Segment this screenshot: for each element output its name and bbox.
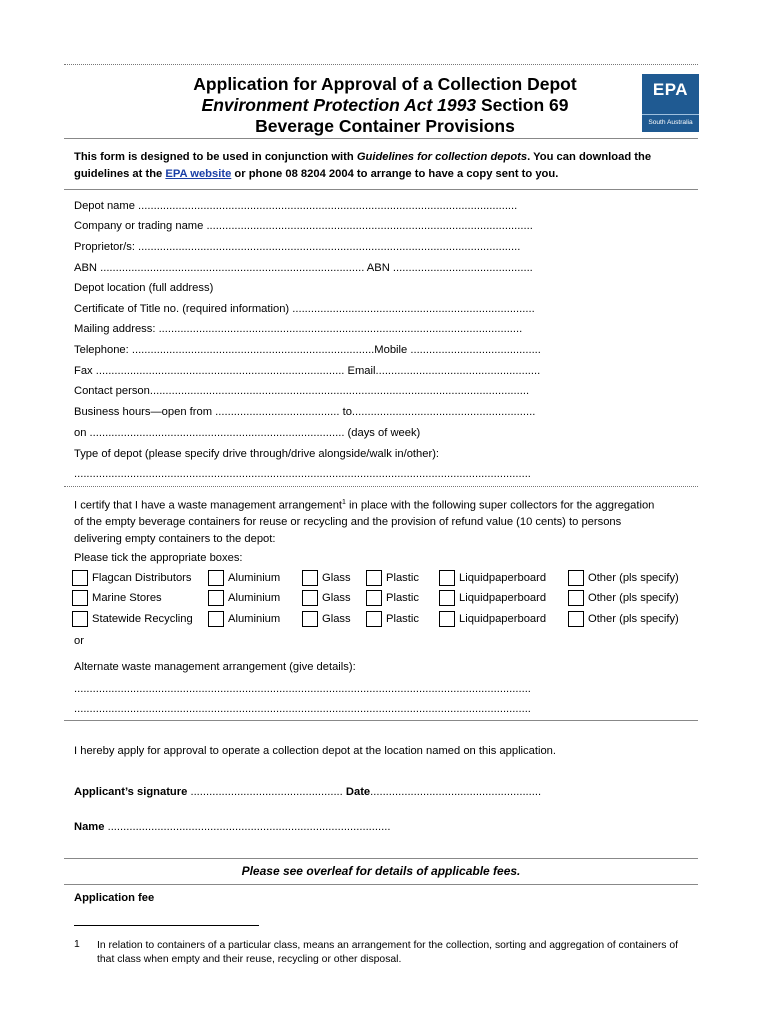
top-rule <box>64 64 698 65</box>
depot-location-label: Depot location (full address) <box>74 282 214 294</box>
overleaf-note: Please see overleaf for details of applicable fees. <box>241 864 521 878</box>
option-label: Aluminium <box>228 572 281 584</box>
title-line-3: Beverage Container Provisions <box>255 116 515 136</box>
checkbox[interactable] <box>208 590 224 606</box>
intro-part-1: This form is designed to be used in conjunction with <box>74 151 357 163</box>
section-rule <box>64 486 698 487</box>
collector-row <box>72 570 702 588</box>
telephone-field[interactable]: Telephone: ..............................................................................Mobile .......................................... <box>74 344 541 356</box>
checkbox[interactable] <box>208 570 224 586</box>
title-line-2 <box>160 95 610 116</box>
depot-name-field[interactable]: Depot name .......................................................................................................................... <box>74 200 518 212</box>
checkbox[interactable] <box>568 611 584 627</box>
contact-person-field[interactable]: Contact person.......................................................................................................................... <box>74 385 530 397</box>
checkbox[interactable] <box>302 590 318 606</box>
intro-rule <box>64 189 698 190</box>
certify-part-1: I certify that I have a waste management arrangement <box>74 499 343 512</box>
name-label: Name <box>74 821 105 833</box>
tick-prompt: Please tick the appropriate boxes: <box>74 552 243 564</box>
option-label: Liquidpaperboard <box>459 592 547 604</box>
option-label: Liquidpaperboard <box>459 613 547 625</box>
epa-website-link[interactable]: EPA website <box>165 168 232 180</box>
option-label: Other (pls specify) <box>588 613 679 625</box>
certify-text <box>74 495 664 547</box>
signature-label: Applicant’s signature <box>74 786 188 798</box>
checkbox[interactable] <box>72 590 88 606</box>
name-dots: ........................................................................................... <box>104 821 391 833</box>
signature-dots: ................................................. <box>187 786 346 798</box>
proprietor-field[interactable]: Proprietor/s: ........................................................................................................................... <box>74 241 521 253</box>
option-label: Plastic <box>386 592 419 604</box>
application-fee-label: Application fee <box>74 892 155 904</box>
alternate-rule <box>64 720 698 721</box>
epa-logo-subtext: South Australia <box>648 119 693 126</box>
checkbox[interactable] <box>72 570 88 586</box>
company-field[interactable]: Company or trading name ......................................................................................................... <box>74 220 533 232</box>
title-line-1: Application for Approval of a Collection Depot <box>193 74 577 94</box>
date-dots: ....................................................... <box>370 786 542 798</box>
footnote-ref: 1 <box>342 499 346 506</box>
type-depot-label: Type of depot (please specify drive through/drive alongside/walk in/other): <box>74 448 440 460</box>
abn-field[interactable]: ABN ..................................................................................... ABN ............................................. <box>74 262 533 274</box>
act-section: Section 69 <box>476 95 569 115</box>
title-rule <box>64 138 698 139</box>
checkbox[interactable] <box>366 570 382 586</box>
or-label: or <box>74 635 84 647</box>
signature-field[interactable] <box>74 785 586 799</box>
option-label: Aluminium <box>228 592 281 604</box>
checkbox[interactable] <box>366 611 382 627</box>
page-title <box>160 74 610 137</box>
option-label: Other (pls specify) <box>588 572 679 584</box>
alternate-label: Alternate waste management arrangement (give details): <box>74 661 356 673</box>
option-label: Other (pls specify) <box>588 592 679 604</box>
logo-divider <box>642 114 699 115</box>
checkbox[interactable] <box>439 570 455 586</box>
checkbox[interactable] <box>439 611 455 627</box>
collector-name: Flagcan Distributors <box>92 572 192 584</box>
checkbox[interactable] <box>366 590 382 606</box>
option-label: Plastic <box>386 572 419 584</box>
checkbox[interactable] <box>72 611 88 627</box>
footnote-mark: 1 <box>74 939 80 950</box>
fax-email-field[interactable]: Fax ................................................................................ Email..................................................... <box>74 365 541 377</box>
epa-logo <box>642 74 699 132</box>
intro-part-2: . You can download the guidelines at the <box>74 151 652 180</box>
checkbox[interactable] <box>302 570 318 586</box>
type-depot-field[interactable]: ................................................................................................................................................... <box>74 468 531 480</box>
checkbox[interactable] <box>208 611 224 627</box>
footnote-text: In relation to containers of a particular class, means an arrangement for the collection, sorting and aggregation of containers of that class when empty and their reuse, recycling or other disposal. <box>97 940 679 965</box>
checkbox[interactable] <box>302 611 318 627</box>
collector-row <box>72 611 702 629</box>
mailing-address-field[interactable]: Mailing address: ..................................................................................................................... <box>74 323 523 335</box>
act-name: Environment Protection Act 1993 <box>201 95 477 115</box>
option-label: Liquidpaperboard <box>459 572 547 584</box>
collector-row <box>72 590 702 608</box>
option-label: Glass <box>322 613 351 625</box>
epa-logo-text: EPA <box>652 80 689 99</box>
checkbox[interactable] <box>568 590 584 606</box>
overleaf-bottom-rule <box>64 884 698 885</box>
guidelines-title: Guidelines for collection depots <box>356 151 528 163</box>
intro-part-3: or phone 08 8204 2004 to arrange to have a copy sent to you. <box>231 168 559 180</box>
apply-statement: I hereby apply for approval to operate a collection depot at the location named on this application. <box>74 745 556 757</box>
date-label: Date <box>345 786 371 798</box>
overleaf-top-rule <box>64 858 698 859</box>
certificate-field[interactable]: Certificate of Title no. (required information) .............................................................................. <box>74 303 535 315</box>
alternate-line-2[interactable]: ................................................................................................................................................... <box>74 703 531 715</box>
footnote-separator <box>74 925 259 926</box>
collector-name: Marine Stores <box>92 592 162 604</box>
option-label: Plastic <box>386 613 419 625</box>
alternate-line-1[interactable]: ................................................................................................................................................... <box>74 683 531 695</box>
checkbox[interactable] <box>568 570 584 586</box>
collector-name: Statewide Recycling <box>92 613 193 625</box>
name-field[interactable] <box>74 820 586 834</box>
intro-text <box>74 149 699 183</box>
checkbox[interactable] <box>439 590 455 606</box>
option-label: Glass <box>322 592 351 604</box>
business-hours-field[interactable]: Business hours—open from ........................................ to........................................................... <box>74 406 536 418</box>
option-label: Aluminium <box>228 613 281 625</box>
certify-part-2: in place with the following super collectors for the aggregation of the empty beverage containers for reuse or recycling and the provision of refund value (10 cents) to persons delivering empty containers to the depot: <box>74 499 655 545</box>
days-field[interactable]: on .................................................................................. (days of week) <box>74 427 421 439</box>
option-label: Glass <box>322 572 351 584</box>
